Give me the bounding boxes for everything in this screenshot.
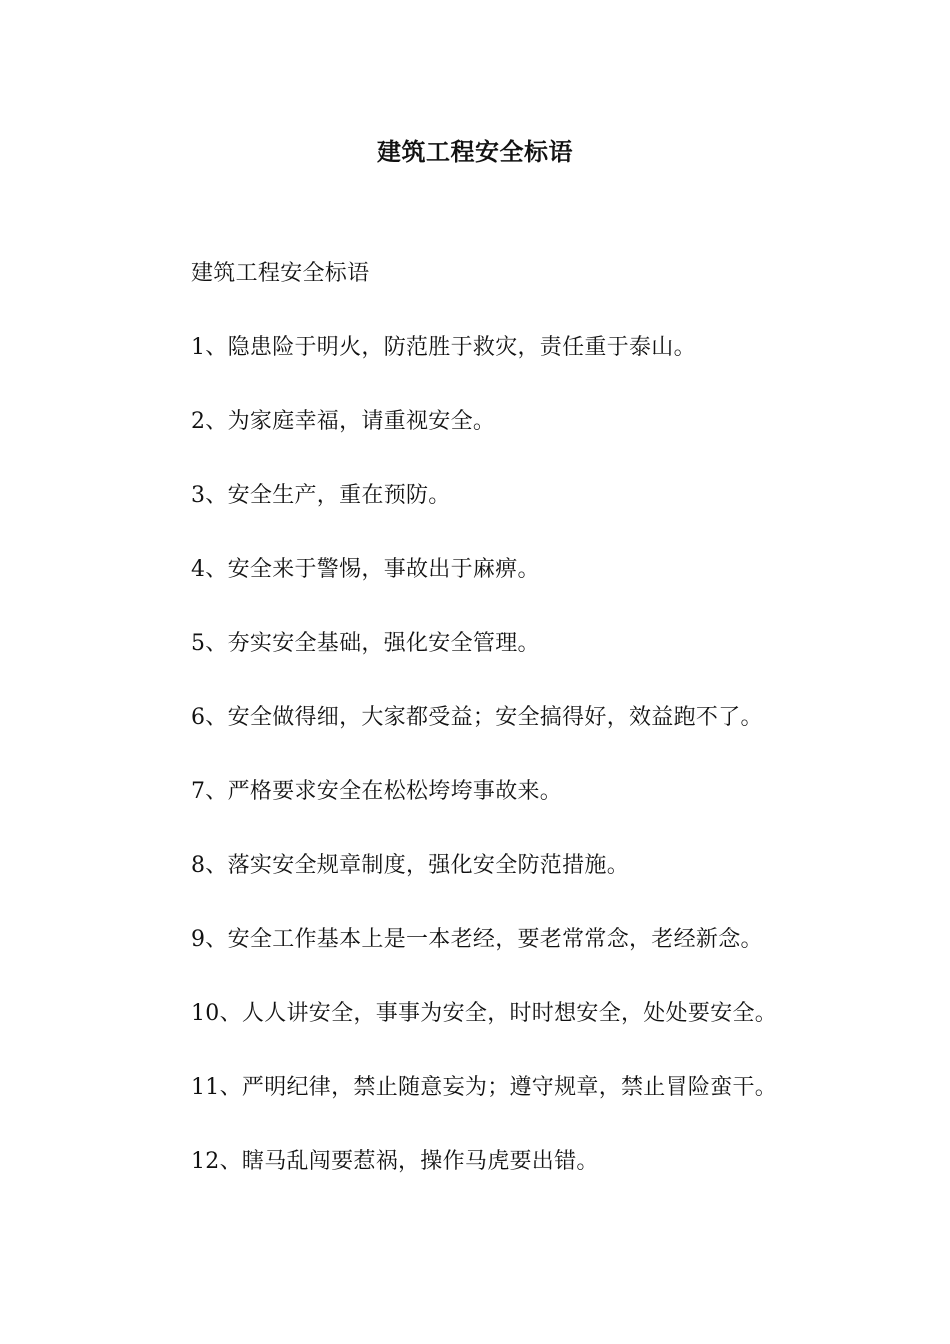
slogan-item-4: 4、安全来于警惕，事故出于麻痹。 (191, 557, 540, 582)
slogan-item-8: 8、落实安全规章制度，强化安全防范措施。 (191, 853, 629, 878)
document-subtitle: 建筑工程安全标语 (191, 261, 370, 286)
slogan-item-7: 7、严格要求安全在松松垮垮事故来。 (191, 779, 563, 804)
slogan-item-10: 10、人人讲安全，事事为安全，时时想安全，处处要安全。 (191, 1001, 778, 1026)
slogan-item-12: 12、瞎马乱闯要惹祸，操作马虎要出错。 (191, 1149, 599, 1174)
document-title: 建筑工程安全标语 (377, 137, 573, 166)
slogan-item-5: 5、夯实安全基础，强化安全管理。 (191, 631, 540, 656)
slogan-item-1: 1、隐患险于明火，防范胜于救灾，责任重于泰山。 (191, 335, 696, 360)
slogan-item-3: 3、安全生产，重在预防。 (191, 483, 451, 508)
slogan-item-6: 6、安全做得细，大家都受益；安全搞得好，效益跑不了。 (191, 705, 763, 730)
document-body (191, 256, 831, 1218)
slogan-item-11: 11、严明纪律，禁止随意妄为；遵守规章，禁止冒险蛮干。 (191, 1075, 778, 1100)
slogan-item-9: 9、安全工作基本上是一本老经，要老常常念，老经新念。 (191, 927, 763, 952)
slogan-item-2: 2、为家庭幸福，请重视安全。 (191, 409, 496, 434)
